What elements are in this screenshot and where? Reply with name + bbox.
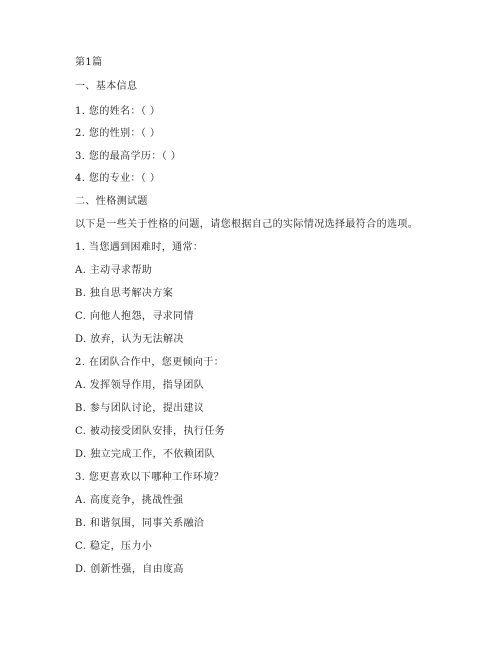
answer-option: D. 放弃，认为无法解决 [75,334,184,345]
answer-option: A. 发挥领导作用，指导团队 [75,380,205,391]
answer-option: C. 向他人抱怨，寻求同情 [75,311,194,322]
chapter-title: 第1篇 [75,57,103,68]
answer-option: C. 稳定，压力小 [75,541,153,552]
basic-info-item: 2. 您的性别：（ ） [75,128,161,139]
answer-option: C. 被动接受团队安排，执行任务 [75,426,226,437]
section-heading-basic-info: 一、基本信息 [75,81,138,92]
basic-info-item: 4. 您的专业：（ ） [75,173,161,184]
basic-info-item: 1. 您的姓名：（ ） [75,106,161,117]
answer-option: B. 和谐氛围，同事关系融洽 [75,518,205,529]
answer-option: B. 独自思考解决方案 [75,288,174,299]
answer-option: D. 独立完成工作，不依赖团队 [75,449,216,460]
answer-option: B. 参与团队讨论，提出建议 [75,403,205,414]
section-intro: 以下是一些关于性格的问题，请您根据自己的实际情况选择最符合的选项。 [75,219,419,230]
question-text: 2. 在团队合作中，您更倾向于： [75,357,225,368]
question-text: 3. 您更喜欢以下哪种工作环境？ [75,472,225,483]
basic-info-item: 3. 您的最高学历：（ ） [75,151,182,162]
answer-option: D. 创新性强，自由度高 [75,564,184,575]
section-heading-personality-test: 二、性格测试题 [75,196,148,207]
answer-option: A. 高度竞争，挑战性强 [75,495,184,506]
answer-option: A. 主动寻求帮助 [75,265,153,276]
question-text: 1. 当您遇到困难时，通常： [75,242,204,253]
